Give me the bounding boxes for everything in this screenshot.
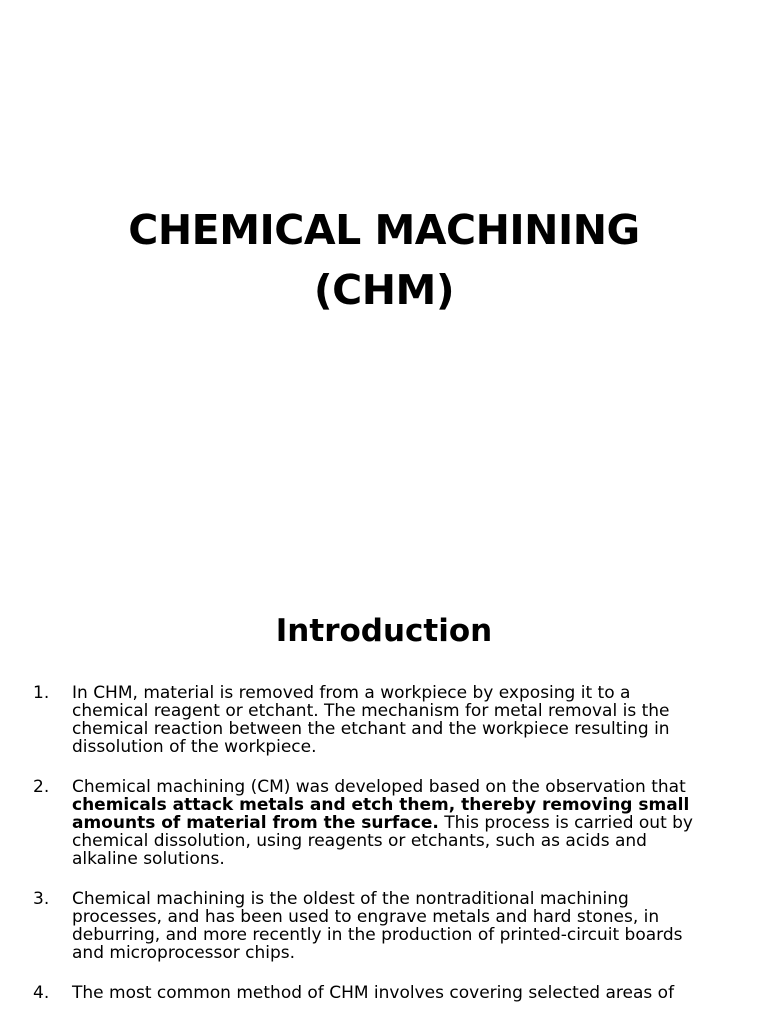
point-text-bold: chemicals attack metals and etch them, thereby removing small amounts of material from the surface.: [72, 795, 690, 833]
point-text: [72, 777, 693, 869]
point-number: 2.: [33, 777, 50, 797]
point-text: The most common method of CHM involves covering selected areas of: [72, 983, 675, 1003]
title-line-1: CHEMICAL MACHINING: [128, 206, 640, 254]
point-text: Chemical machining is the oldest of the nontraditional machining processes, and has been used to engrave metals and hard stones, in deburring, and more recently in the production of printed-circuit boards and microprocessor chips.: [72, 889, 683, 963]
point-number: 4.: [33, 983, 50, 1003]
point-text-before: Chemical machining (CM) was developed based on the observation that: [72, 777, 686, 797]
point-list: [0, 684, 768, 1024]
list-item: [0, 890, 768, 962]
slide-title: [0, 200, 768, 320]
point-number: 1.: [33, 683, 50, 703]
point-number: 3.: [33, 889, 50, 909]
intro-section: [0, 604, 768, 1003]
list-item: [0, 984, 768, 1002]
point-text-after: This process is carried out by chemical dissolution, using reagents or etchants, such as acids and alkaline solutions.: [72, 813, 693, 869]
list-item: [0, 778, 768, 868]
title-line-2: (CHM): [313, 266, 455, 314]
intro-heading: Introduction: [275, 613, 493, 649]
point-text: In CHM, material is removed from a workpiece by exposing it to a chemical reagent or etchant. The mechanism for metal removal is the chemical reaction between the etchant and the workpiece resulting in dissolution of the workpiece.: [72, 683, 670, 757]
list-item: [0, 684, 768, 756]
